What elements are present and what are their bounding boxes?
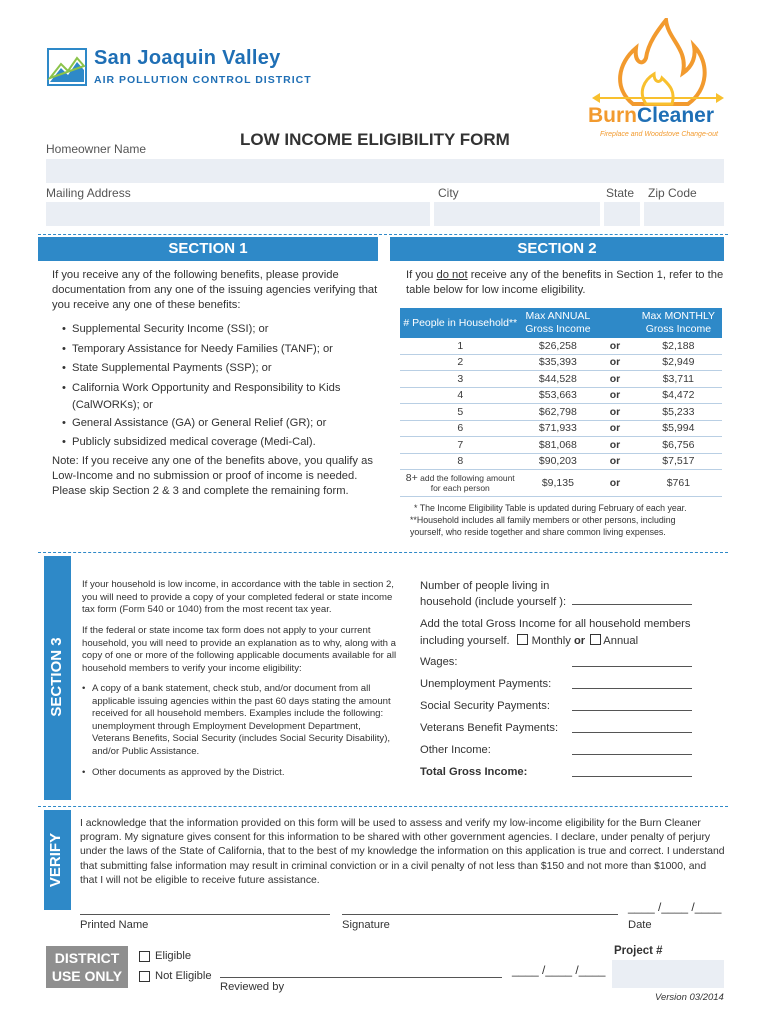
- extra-people-bold: 8+: [405, 472, 418, 484]
- not-eligible-label: Not Eligible: [155, 970, 212, 982]
- intro-text: If you: [406, 269, 437, 281]
- verify-statement: I acknowledge that the information provided on this form will be used to assess and verify my low-income eligibility for the Burn Cleaner program. My signature gives consent for this information to be shared with other government agencies. I declare, under penalty of perjury under the laws of the State of California, that to the best of my knowledge the information on this application is true and correct. I understand that submitting false information may result in criminal conviction or in a civil penalty of not less than $150 and not more than $1000, and that I will not be eligible to receive future assistance.: [80, 818, 725, 886]
- signature-label: Signature: [342, 919, 390, 931]
- not-eligible-checkbox[interactable]: [139, 971, 150, 982]
- cell: or: [595, 420, 634, 437]
- wages-input[interactable]: [572, 666, 692, 667]
- cell: $7,517: [635, 453, 722, 470]
- cell: or: [595, 371, 634, 388]
- column-header-monthly: Max MONTHLY Gross Income: [635, 308, 722, 338]
- total-income-label: Total Gross Income:: [420, 766, 528, 778]
- section2-header: SECTION 2: [390, 237, 724, 261]
- people-count-label: Number of people living in household (include yourself ):: [420, 580, 567, 608]
- cell: $761: [635, 470, 722, 497]
- section1-header: SECTION 1: [38, 237, 378, 261]
- section3-label: SECTION 3: [48, 637, 65, 717]
- cell: $6,756: [635, 437, 722, 454]
- state-label: State: [606, 186, 635, 200]
- cell: $62,798: [520, 404, 595, 421]
- table-row: [400, 420, 722, 437]
- verify-date-input[interactable]: ____ /____ /____: [628, 900, 722, 914]
- cell: $9,135: [520, 470, 595, 497]
- flame-icon: [588, 18, 728, 108]
- cell: $5,994: [635, 420, 722, 437]
- cell: $90,203: [520, 453, 595, 470]
- city-field[interactable]: [434, 202, 600, 226]
- social-security-label: Social Security Payments:: [420, 700, 550, 712]
- section3-docs-list: [82, 683, 400, 779]
- section1-note: Note: If you receive any one of the benefits above, you qualify as Low-Income and no submission or proof of income is needed. Please skip Section 2 & 3 and complete the remaining form.: [52, 455, 373, 497]
- benefits-list: [62, 320, 382, 453]
- cell: or: [595, 470, 634, 497]
- mailing-address-label: Mailing Address: [46, 186, 131, 200]
- other-income-input[interactable]: [572, 754, 692, 755]
- homeowner-name-label: Homeowner Name: [46, 142, 147, 156]
- homeowner-name-field[interactable]: [46, 159, 724, 183]
- zip-field[interactable]: [644, 202, 724, 226]
- extra-people-text: add the following amount for each person: [420, 473, 515, 493]
- version-label: Version 03/2014: [655, 992, 724, 1003]
- or-label: or: [573, 634, 586, 647]
- district-date-input[interactable]: ____ /____ /____: [512, 963, 606, 977]
- divider: [38, 552, 728, 553]
- cell: or: [595, 387, 634, 404]
- divider: [38, 806, 728, 807]
- list-item: • Other documents as approved by the District.: [82, 767, 400, 780]
- eligible-label: Eligible: [155, 950, 192, 962]
- cell: 2: [400, 354, 520, 371]
- table-row: [400, 437, 722, 454]
- cell: $4,472: [635, 387, 722, 404]
- verify-label: VERIFY: [47, 832, 64, 888]
- cell: 7: [400, 437, 520, 454]
- cell: [400, 470, 520, 497]
- printed-name-input[interactable]: [80, 914, 330, 915]
- section3-para1: If your household is low income, in accordance with the table in section 2, you will need to provide a copy of your completed federal or state income tax form (Form 540 or 1040) from the most recent tax year.: [82, 579, 394, 616]
- org-subtitle: AIR POLLUTION CONTROL DISTRICT: [94, 74, 312, 86]
- brand-tagline: Fireplace and Woodstove Change-out: [600, 131, 718, 138]
- cell: $81,068: [520, 437, 595, 454]
- project-number-label: Project #: [614, 945, 663, 957]
- cell: $53,663: [520, 387, 595, 404]
- cell: 6: [400, 420, 520, 437]
- table-row: [400, 338, 722, 354]
- table-row: [400, 387, 722, 404]
- state-field[interactable]: [604, 202, 640, 226]
- form-title: LOW INCOME ELIGIBILITY FORM: [240, 130, 510, 149]
- column-header-people: # People in Household**: [400, 308, 520, 338]
- reviewed-by-input[interactable]: [220, 977, 502, 978]
- cell: $3,711: [635, 371, 722, 388]
- district-line2: USE ONLY: [51, 968, 123, 984]
- cell: $26,258: [520, 338, 595, 354]
- unemployment-label: Unemployment Payments:: [420, 678, 552, 690]
- cell: or: [595, 338, 634, 354]
- eligible-checkbox[interactable]: [139, 951, 150, 962]
- cell: $35,393: [520, 354, 595, 371]
- table-row: [400, 354, 722, 371]
- signature-input[interactable]: [342, 914, 618, 915]
- list-item: • Temporary Assistance for Needy Families (TANF); or: [62, 340, 382, 360]
- cell: $2,949: [635, 354, 722, 371]
- unemployment-input[interactable]: [572, 688, 692, 689]
- brand-cleaner: Cleaner: [637, 104, 715, 127]
- table-row: [400, 371, 722, 388]
- monthly-label: Monthly: [531, 634, 571, 647]
- brand-burn: Burn: [588, 104, 637, 127]
- cell: or: [595, 453, 634, 470]
- divider: [38, 234, 728, 235]
- burn-cleaner-logo: [588, 18, 728, 143]
- other-income-label: Other Income:: [420, 744, 491, 756]
- cell: $44,528: [520, 371, 595, 388]
- column-header-spacer: [595, 308, 634, 338]
- district-line1: DISTRICT: [54, 950, 120, 966]
- section1-intro: If you receive any of the following benefits, please provide documentation from any one of the issuing agencies verifying that you receive any one of these benefits:: [52, 269, 378, 311]
- mountain-logo-icon: [47, 48, 87, 86]
- table-row: [400, 470, 722, 497]
- list-item: • State Supplemental Payments (SSP); or: [62, 359, 382, 379]
- section2-intro: [406, 268, 724, 298]
- gross-income-label: [420, 617, 710, 649]
- list-item: • Supplemental Security Income (SSI); or: [62, 320, 382, 340]
- printed-name-label: Printed Name: [80, 919, 149, 931]
- zip-label: Zip Code: [648, 186, 697, 200]
- total-income-input[interactable]: [572, 776, 692, 777]
- people-count-input[interactable]: [572, 604, 692, 605]
- district-logo: [47, 48, 87, 86]
- cell: or: [595, 437, 634, 454]
- cell: 5: [400, 404, 520, 421]
- annual-label: Annual: [603, 634, 639, 647]
- cell: 3: [400, 371, 520, 388]
- table-row: [400, 404, 722, 421]
- date-label: Date: [628, 919, 652, 931]
- wages-label: Wages:: [420, 656, 458, 668]
- footnote-2: **Household includes all family members or other persons, including yourself, who reside together and share common living expenses.: [410, 515, 676, 537]
- monthly-checkbox[interactable]: [517, 634, 528, 645]
- list-item: • California Work Opportunity and Responsibility to Kids (CalWORKs); or: [62, 379, 382, 414]
- income-eligibility-table: [400, 308, 722, 497]
- section3-para2: If the federal or state income tax form does not apply to your current household, you will need to provide an explanation as to why, along with a copy of one or more of the following applicable documents available for all household members to verify your income eligibility:: [82, 625, 397, 674]
- list-item: • General Assistance (GA) or General Relief (GR); or: [62, 414, 382, 434]
- cell: or: [595, 404, 634, 421]
- footnote-1: * The Income Eligibility Table is updated during February of each year.: [414, 503, 687, 513]
- list-item: • A copy of a bank statement, check stub, and/or document from all applicable issuing agencies within the past 60 days stating the amount received for all household members. Examples include the following: unemployment through Employment Development Department, Veterans Benefits, Social Security (includes Social Security Disability), and/or Public Assistance.: [82, 683, 400, 759]
- annual-checkbox[interactable]: [590, 634, 601, 645]
- intro-underlined: do not: [436, 269, 468, 281]
- cell: $2,188: [635, 338, 722, 354]
- table-row: [400, 453, 722, 470]
- project-number-field[interactable]: [612, 960, 724, 988]
- city-label: City: [438, 186, 459, 200]
- district-use-box: [46, 946, 128, 988]
- cell: $5,233: [635, 404, 722, 421]
- reviewed-by-label: Reviewed by: [220, 981, 285, 993]
- gross-income-text: Add the total Gross Income for all household members including yourself.: [420, 618, 691, 647]
- cell: 1: [400, 338, 520, 354]
- cell: 8: [400, 453, 520, 470]
- org-name: San Joaquin Valley: [94, 47, 281, 69]
- veterans-label: Veterans Benefit Payments:: [420, 722, 559, 734]
- cell: 4: [400, 387, 520, 404]
- cell: $71,933: [520, 420, 595, 437]
- veterans-input[interactable]: [572, 732, 692, 733]
- cell: or: [595, 354, 634, 371]
- column-header-annual: Max ANNUAL Gross Income: [520, 308, 595, 338]
- intro-text: receive any of the benefits in Section 1, refer to the table below for low income eligibility.: [406, 269, 724, 296]
- mailing-address-field[interactable]: [46, 202, 430, 226]
- social-security-input[interactable]: [572, 710, 692, 711]
- list-item: • Publicly subsidized medical coverage (Medi-Cal).: [62, 433, 382, 453]
